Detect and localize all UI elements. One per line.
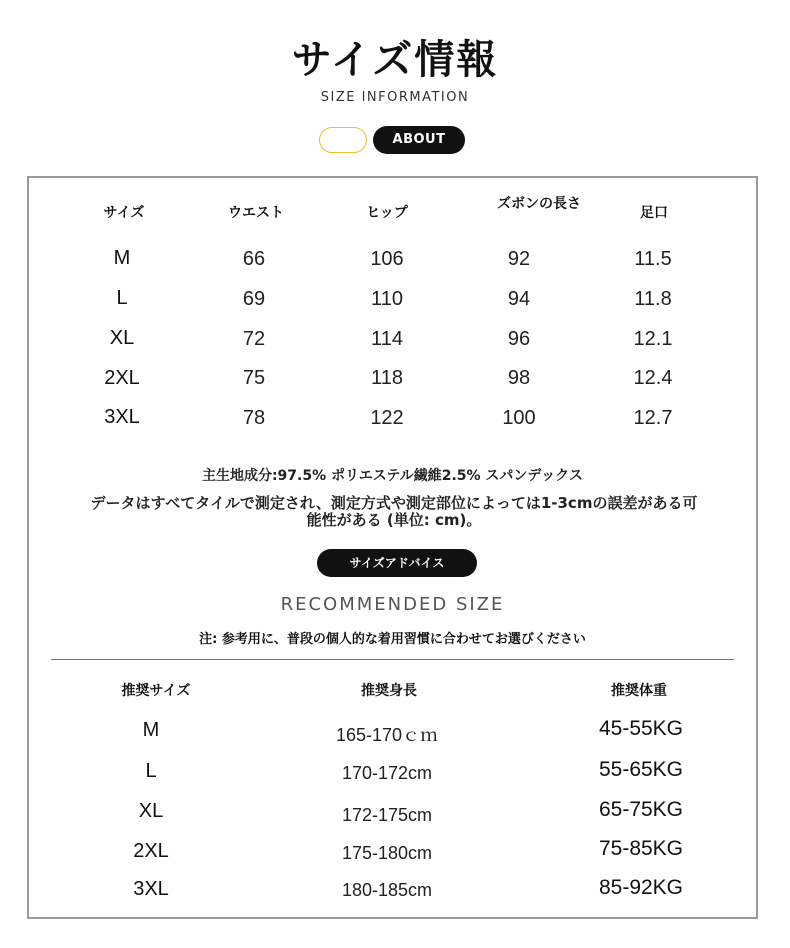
table-cell-waist: 75	[242, 367, 266, 389]
header-recommended-weight: 推奨体重	[611, 683, 667, 699]
rec-cell-size: 3XL	[133, 878, 169, 900]
rec-cell-height: 170-172cm	[341, 763, 433, 783]
header-size: サイズ	[103, 205, 145, 221]
header-hem: 足口	[640, 205, 668, 221]
table-cell-size: 3XL	[104, 406, 140, 428]
rec-cell-weight: 85-92KG	[598, 876, 684, 899]
rec-cell-size: L	[145, 760, 157, 782]
measurement-note: データはすべてタイルで測定され、測定方式や測定部位によっては1-3cmの誤差がある可能性がある (単位: cm)。	[90, 494, 698, 529]
table-cell-hip: 118	[371, 367, 403, 389]
rec-cell-weight: 45-55KG	[598, 717, 684, 740]
rec-cell-size: XL	[138, 800, 164, 822]
table-cell-length: 92	[507, 248, 531, 270]
about-badge: ABOUT	[373, 126, 465, 154]
rec-cell-weight: 65-75KG	[598, 798, 684, 821]
table-cell-length: 94	[507, 288, 531, 310]
recommended-size-heading: RECOMMENDED SIZE	[280, 594, 505, 615]
size-info-panel	[27, 176, 758, 919]
rec-cell-weight: 55-65KG	[598, 758, 684, 781]
rec-cell-height: 172-175cm	[341, 805, 433, 825]
page-subtitle: SIZE INFORMATION	[320, 90, 470, 105]
decorative-pill	[319, 127, 367, 153]
table-cell-length: 98	[507, 367, 531, 389]
page-title: サイズ情報	[291, 37, 499, 83]
table-cell-hip: 110	[371, 288, 403, 310]
table-cell-hem: 12.1	[633, 328, 673, 350]
size-advice-badge: サイズアドバイス	[317, 549, 477, 577]
material-note: 主生地成分:97.5% ポリエステル繊維2.5% スパンデックス	[201, 468, 584, 484]
rec-cell-weight: 75-85KG	[598, 837, 684, 860]
table-cell-hem: 12.7	[633, 407, 673, 429]
rec-cell-size: 2XL	[133, 840, 169, 862]
table-cell-waist: 72	[242, 328, 266, 350]
rec-cell-height: 175-180cm	[341, 843, 433, 863]
table-cell-hem: 11.5	[634, 248, 672, 270]
header-waist: ウエスト	[228, 205, 284, 221]
divider	[51, 659, 734, 660]
table-cell-length: 100	[502, 407, 536, 429]
rec-cell-size: M	[142, 719, 160, 741]
table-cell-size: L	[116, 287, 128, 309]
reference-note: 注: 参考用に、普段の個人的な着用習慣に合わせてお選びください	[199, 632, 586, 647]
table-cell-waist: 78	[242, 407, 266, 429]
table-cell-hip: 114	[371, 328, 403, 350]
table-cell-waist: 66	[242, 248, 266, 270]
table-cell-hip: 106	[370, 248, 404, 270]
rec-cell-height: 180-185cm	[341, 880, 433, 900]
table-cell-hem: 11.8	[634, 288, 672, 310]
header-pant-length: ズボンの長さ	[497, 196, 581, 212]
table-cell-size: M	[113, 247, 131, 269]
table-cell-size: XL	[109, 327, 135, 349]
table-cell-hem: 12.4	[633, 367, 673, 389]
rec-cell-height: 165-170ｃｍ	[335, 725, 439, 745]
table-cell-waist: 69	[242, 288, 266, 310]
header-recommended-size: 推奨サイズ	[121, 683, 191, 699]
header-recommended-height: 推奨身長	[361, 683, 417, 699]
header-hip: ヒップ	[366, 205, 408, 221]
table-cell-hip: 122	[370, 407, 404, 429]
table-cell-length: 96	[507, 328, 531, 350]
table-cell-size: 2XL	[104, 367, 140, 389]
